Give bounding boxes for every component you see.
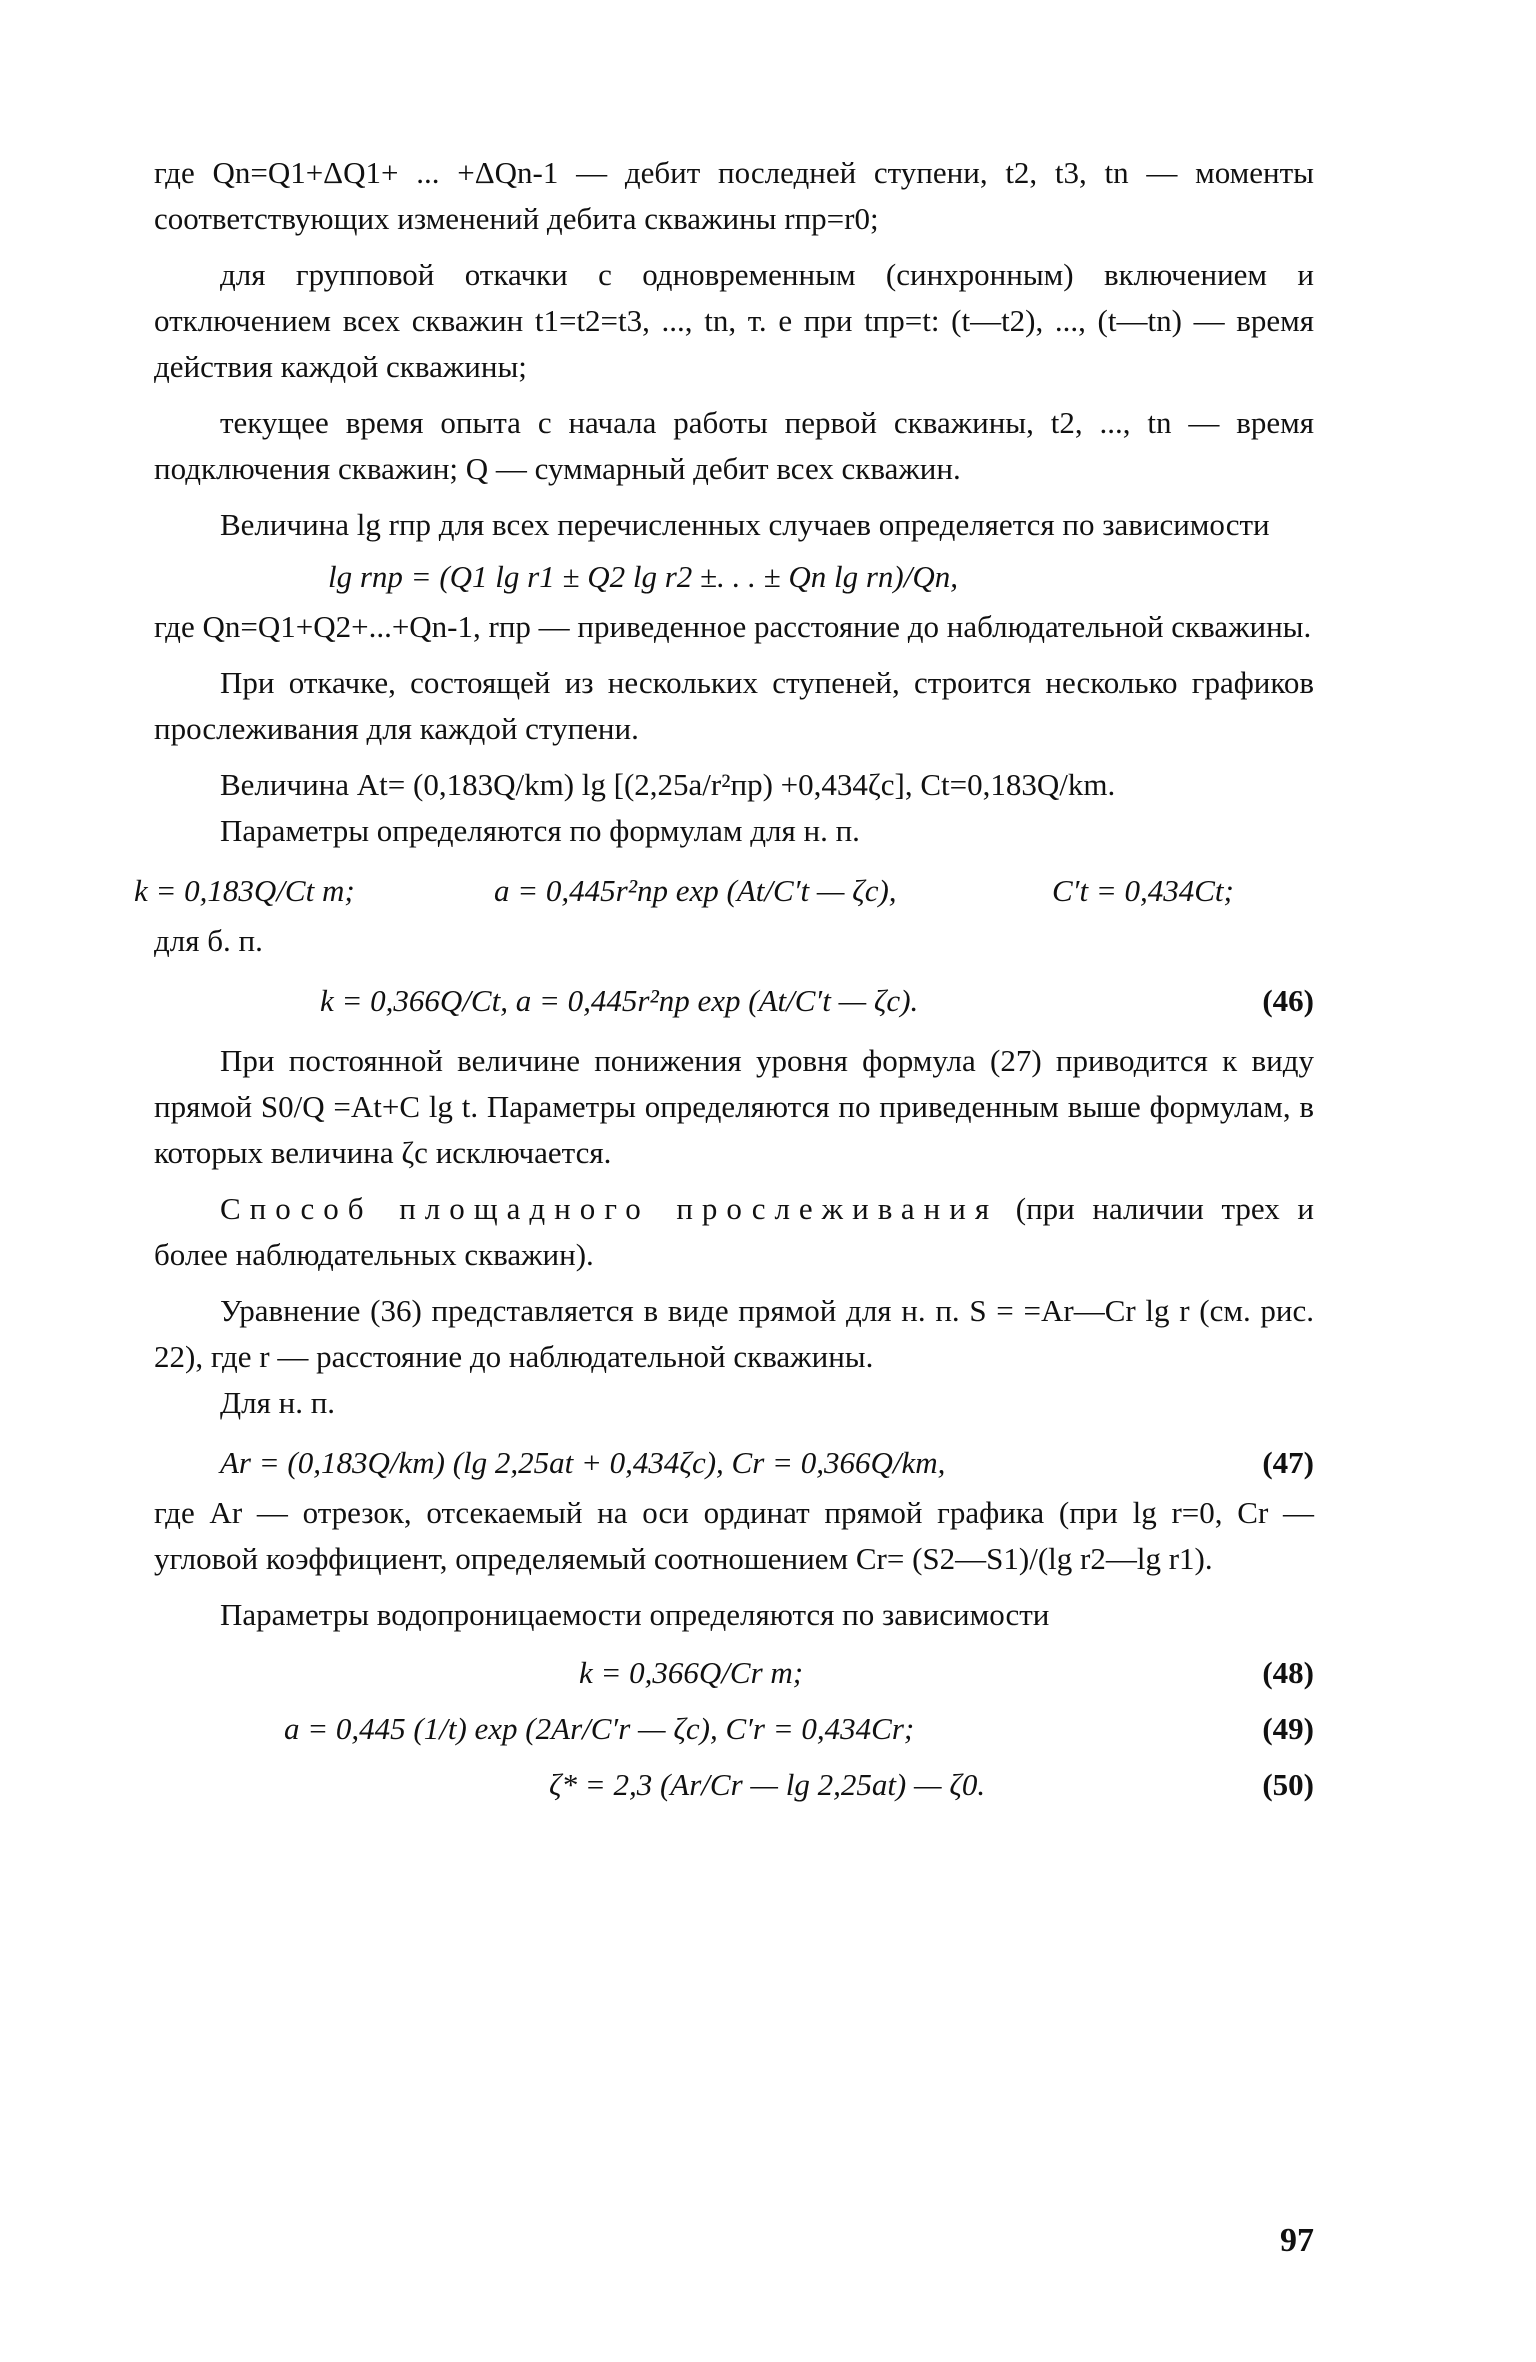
equation-ar-text: Ar = (0,183Q/km) (lg 2,25at + 0,434ζc), Cr = 0,366Q/km, bbox=[220, 1445, 946, 1480]
equation-50-row bbox=[154, 1756, 1314, 1812]
equation-ar-row bbox=[154, 1434, 1314, 1490]
paragraph-definitions: где Qn=Q1+ΔQ1+ ... +ΔQn-1 — дебит последней ступени, t2, t3, tn — моменты соответствующих изменений дебита скважины rпр=r0; bbox=[154, 155, 1314, 236]
equation-lg-r-text: lg rnp = (Q1 lg r1 ± Q2 lg r2 ±. . . ± Qn lg rn)/Qn, bbox=[328, 559, 958, 594]
equation-ct-np: C′t = 0,434Ct; bbox=[1052, 873, 1234, 908]
paragraph-ar-definition: где Ar — отрезок, отсекаемый на оси ординат прямой графика (при lg r=0, Cr — угловой коэффициент, определяемый соотношением Cr= (S2—S1)/(lg r2—lg r1). bbox=[154, 1495, 1314, 1576]
label-bp: для б. п. bbox=[154, 923, 263, 958]
paragraph-group-pumping: для групповой откачки с одновременным (синхронным) включением и отключением всех скважин t1=t2=t3, ..., tn, т. е при tпр=t: (t—t2), ..., (t—tn) — время действия каждой скважины; bbox=[154, 257, 1314, 384]
paragraph-equation-36: Уравнение (36) представляется в виде прямой для н. п. S = =Ar—Cr lg r (см. рис. 22), где r — расстояние до наблюдательной скважины. bbox=[154, 1293, 1314, 1374]
page-text bbox=[134, 150, 1314, 1812]
paragraph-at-formula: Величина At= (0,183Q/km) lg [(2,25a/r²пр) +0,434ζc], Ct=0,183Q/km. bbox=[220, 767, 1116, 802]
paragraph-lg-r-intro: Величина lg rпр для всех перечисленных случаев определяется по зависимости bbox=[220, 507, 1270, 542]
equation-np-row bbox=[134, 862, 1314, 918]
equation-number-50: (50) bbox=[1262, 1767, 1314, 1802]
equation-49-row bbox=[154, 1700, 1314, 1756]
equation-k-np: k = 0,183Q/Ct m; bbox=[134, 873, 355, 908]
label-np: Для н. п. bbox=[220, 1385, 336, 1420]
areal-method-note: (при наличии трех и более наблюдательных скважин). bbox=[154, 1191, 1314, 1272]
paragraph-areal-method bbox=[154, 1186, 1314, 1278]
equation-k-cr: k = 0,366Q/Cr m; bbox=[579, 1655, 804, 1690]
equation-number-47: (47) bbox=[1262, 1445, 1314, 1480]
equation-number-49: (49) bbox=[1262, 1711, 1314, 1746]
equation-a-np: a = 0,445r²np exp (At/C′t — ζc), bbox=[494, 873, 897, 908]
paragraph-params-np: Параметры определяются по формулам для н. п. bbox=[220, 813, 860, 848]
areal-method-title: Способ площадного прослеживания bbox=[220, 1191, 999, 1226]
paragraph-multistep: При откачке, состоящей из нескольких ступеней, строится несколько графиков прослеживания для каждой ступени. bbox=[154, 665, 1314, 746]
equation-number-48: (48) bbox=[1262, 1655, 1314, 1690]
paragraph-constant-drawdown: При постоянной величине понижения уровня формула (27) приводится к виду прямой S0/Q =At+C lg t. Параметры определяются по приведенным выше формулам, в которых величина ζc исключается. bbox=[154, 1043, 1314, 1170]
paragraph-permeability: Параметры водопроницаемости определяются по зависимости bbox=[220, 1597, 1050, 1632]
equation-lg-r bbox=[154, 548, 1314, 604]
equation-number-46: (46) bbox=[1262, 983, 1314, 1018]
equation-zeta: ζ* = 2,3 (Ar/Cr — lg 2,25at) — ζ0. bbox=[549, 1767, 986, 1802]
equation-a-cr: a = 0,445 (1/t) exp (2Ar/C′r — ζc), C′r = 0,434Cr; bbox=[284, 1711, 915, 1746]
equation-48-row bbox=[154, 1644, 1314, 1700]
equation-bp-row bbox=[154, 972, 1314, 1028]
paragraph-reduced-distance: где Qn=Q1+Q2+...+Qn-1, rпр — приведенное расстояние до наблюдательной скважины. bbox=[154, 609, 1312, 644]
paragraph-current-time: текущее время опыта с начала работы первой скважины, t2, ..., tn — время подключения скважин; Q — суммарный дебит всех скважин. bbox=[154, 405, 1314, 486]
page-number: 97 bbox=[1280, 2222, 1314, 2259]
equation-bp-text: k = 0,366Q/Ct, a = 0,445r²np exp (At/C′t — ζc). bbox=[320, 983, 919, 1018]
